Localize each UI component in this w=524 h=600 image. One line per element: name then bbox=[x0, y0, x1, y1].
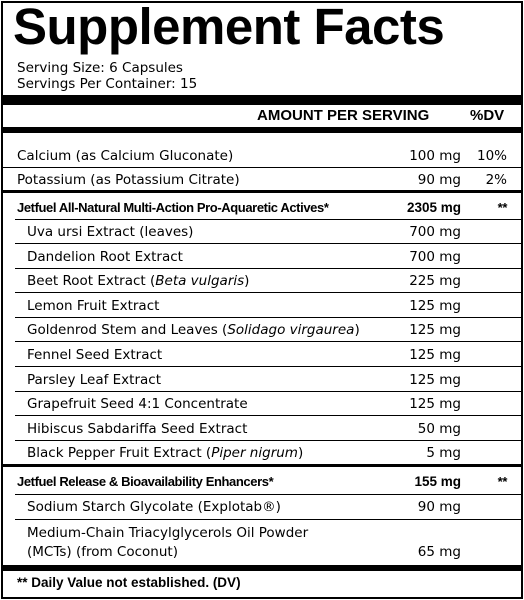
ingredient-name: Calcium (as Calcium Gluconate) bbox=[17, 148, 234, 164]
ingredient-name-continued: (MCTs) (from Coconut) bbox=[27, 544, 178, 560]
panel-title: Supplement Facts bbox=[13, 0, 445, 55]
divider bbox=[15, 391, 521, 392]
servings-per-container: Servings Per Container: 15 bbox=[17, 76, 198, 92]
ingredient-amount: 50 mg bbox=[417, 421, 461, 437]
ingredient-amount: 125 mg bbox=[409, 372, 461, 388]
divider bbox=[15, 219, 521, 220]
divider bbox=[15, 519, 521, 520]
divider bbox=[15, 243, 521, 244]
ingredient-name: Goldenrod Stem and Leaves (Solidago virgaurea) bbox=[27, 322, 360, 338]
footnote: ** Daily Value not established. (DV) bbox=[17, 575, 241, 590]
ingredient-amount: 700 mg bbox=[409, 249, 461, 265]
ingredient-amount: 125 mg bbox=[409, 396, 461, 412]
ingredient-amount: 5 mg bbox=[426, 445, 461, 461]
blend-name: Jetfuel All-Natural Multi-Action Pro-Aquaretic Actives* bbox=[17, 200, 329, 215]
blend-name: Jetfuel Release & Bioavailability Enhancers* bbox=[17, 474, 274, 489]
ingredient-name: Sodium Starch Glycolate (Explotab®) bbox=[27, 499, 281, 515]
ingredient-amount: 100 mg bbox=[409, 148, 461, 164]
ingredient-amount: 125 mg bbox=[409, 322, 461, 338]
divider bbox=[15, 415, 521, 416]
divider bbox=[15, 341, 521, 342]
ingredient-amount: 125 mg bbox=[409, 298, 461, 314]
section-divider bbox=[3, 464, 521, 467]
divider bbox=[15, 494, 521, 495]
ingredient-amount: 90 mg bbox=[417, 172, 461, 188]
ingredient-name: Fennel Seed Extract bbox=[27, 347, 163, 363]
top-bar bbox=[3, 95, 521, 105]
divider bbox=[15, 317, 521, 318]
ingredient-amount: 700 mg bbox=[409, 224, 461, 240]
ingredient-name: Medium-Chain Triacylglycerols Oil Powder bbox=[27, 525, 309, 541]
header-bar bbox=[3, 127, 521, 133]
ingredient-name: Dandelion Root Extract bbox=[27, 249, 183, 265]
ingredient-name: Potassium (as Potassium Citrate) bbox=[17, 172, 240, 188]
section-divider bbox=[3, 190, 521, 193]
blend-amount: 155 mg bbox=[414, 474, 461, 489]
ingredient-amount: 125 mg bbox=[409, 347, 461, 363]
divider bbox=[15, 292, 521, 293]
ingredient-name: Beet Root Extract (Beta vulgaris) bbox=[27, 273, 250, 289]
ingredient-name: Grapefruit Seed 4:1 Concentrate bbox=[27, 396, 248, 412]
ingredient-name: Hibiscus Sabdariffa Seed Extract bbox=[27, 421, 248, 437]
ingredient-name: Parsley Leaf Extract bbox=[27, 372, 161, 388]
blend-amount: 2305 mg bbox=[406, 200, 461, 215]
ingredient-dv: 10% bbox=[476, 148, 507, 164]
ingredient-amount: 90 mg bbox=[417, 499, 461, 515]
divider bbox=[3, 167, 521, 168]
ingredient-amount: 225 mg bbox=[409, 273, 461, 289]
ingredient-name: Black Pepper Fruit Extract (Piper nigrum) bbox=[27, 445, 304, 461]
header-amount: AMOUNT PER SERVING bbox=[257, 107, 430, 124]
bottom-bar bbox=[3, 565, 521, 571]
blend-dv: ** bbox=[497, 474, 507, 489]
divider bbox=[15, 366, 521, 367]
ingredient-name: Uva ursi Extract (leaves) bbox=[27, 224, 194, 240]
ingredient-name: Lemon Fruit Extract bbox=[27, 298, 160, 314]
serving-size: Serving Size: 6 Capsules bbox=[17, 60, 183, 76]
supplement-facts-panel bbox=[1, 1, 523, 599]
divider bbox=[15, 440, 521, 441]
divider bbox=[15, 268, 521, 269]
ingredient-dv: 2% bbox=[485, 172, 507, 188]
header-dv: %DV bbox=[470, 107, 505, 124]
blend-dv: ** bbox=[497, 200, 507, 215]
ingredient-amount: 65 mg bbox=[417, 544, 461, 560]
